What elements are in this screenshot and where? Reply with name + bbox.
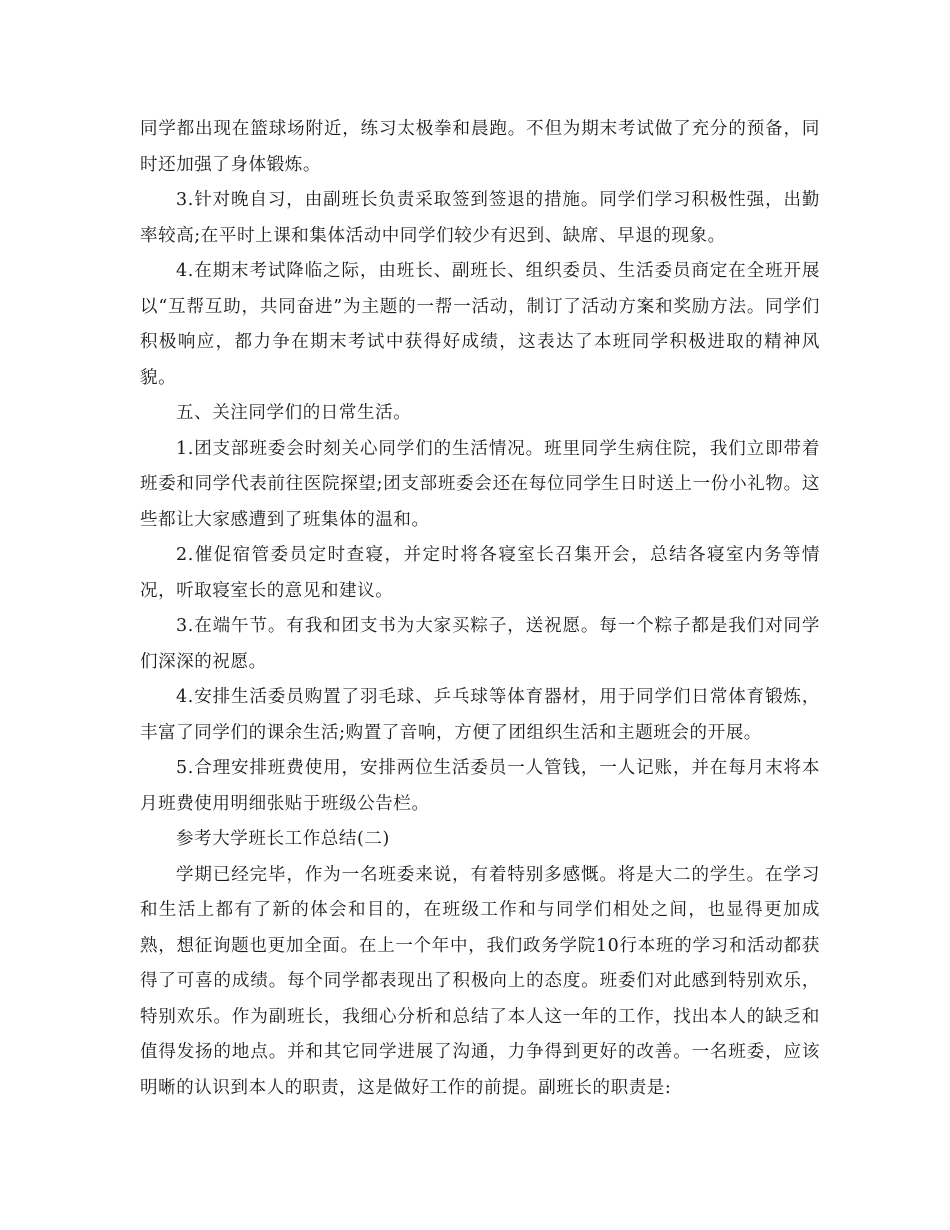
section-title-summary-two: 参考大学班长工作总结(二) — [176, 829, 390, 849]
paragraph-item-3-evening-study: 3.针对晚自习，由副班长负责采取签到签退的措施。同学们学习积极性强，出勤率较高;在平时上课和集体活动中同学们较少有迟到、缺席、早退的现象。 — [140, 190, 820, 246]
paragraph-item-2-dorm-check: 2.催促宿管委员定时查寝，并定时将各寝室长召集开会，总结各寝室内务等情况，听取寝室长的意见和建议。 — [140, 545, 820, 601]
section-heading-daily-life: 五、关注同学们的日常生活。 — [176, 403, 412, 423]
document-body — [140, 112, 820, 1106]
paragraph-summary-body: 学期已经完毕，作为一名班委来说，有着特别多感慨。将是大二的学生。在学习和生活上都有了新的体会和目的，在班级工作和与同学们相处之间，也显得更加成熟，想征询题也更加全面。在上一个年中，我们政务学院10行本班的学习和活动都获得了可喜的成绩。每个同学都表现出了积极向上的态度。班委们对此感到特别欢乐，特别欢乐。作为副班长，我细心分析和总结了本人这一年的工作，找出本人的缺乏和值得发扬的地点。并和其它同学进展了沟通，力争得到更好的改善。一名班委，应该明晰的认识到本人的职责，这是做好工作的前提。副班长的职责是: — [140, 864, 820, 1098]
paragraph-item-4-equipment: 4.安排生活委员购置了羽毛球、乒乓球等体育器材，用于同学们日常体育锻炼，丰富了同学们的课余生活;购置了音响，方便了团组织生活和主题班会的开展。 — [140, 687, 820, 743]
paragraph-item-3-dragon-boat: 3.在端午节。有我和团支书为大家买粽子，送祝愿。每一个粽子都是我们对同学们深深的祝愿。 — [140, 616, 820, 672]
paragraph-item-5-class-fee: 5.合理安排班费使用，安排两位生活委员一人管钱，一人记账，并在每月末将本月班费使用明细张贴于班级公告栏。 — [140, 758, 820, 814]
paragraph-continuation: 同学都出现在篮球场附近，练习太极拳和晨跑。不但为期末考试做了充分的预备，同时还加强了身体锻炼。 — [140, 119, 820, 175]
paragraph-item-1-care: 1.团支部班委会时刻关心同学们的生活情况。班里同学生病住院，我们立即带着班委和同学代表前往医院探望;团支部班委会还在每位同学生日时送上一份小礼物。这些都让大家感遭到了班集体的温和。 — [140, 438, 820, 530]
paragraph-item-4-mutual-help: 4.在期末考试降临之际，由班长、副班长、组织委员、生活委员商定在全班开展以“互帮互助，共同奋进”为主题的一帮一活动，制订了活动方案和奖励方法。同学们积极响应，都力争在期末考试中获得好成绩，这表达了本班同学积极进取的精神风貌。 — [140, 261, 820, 388]
